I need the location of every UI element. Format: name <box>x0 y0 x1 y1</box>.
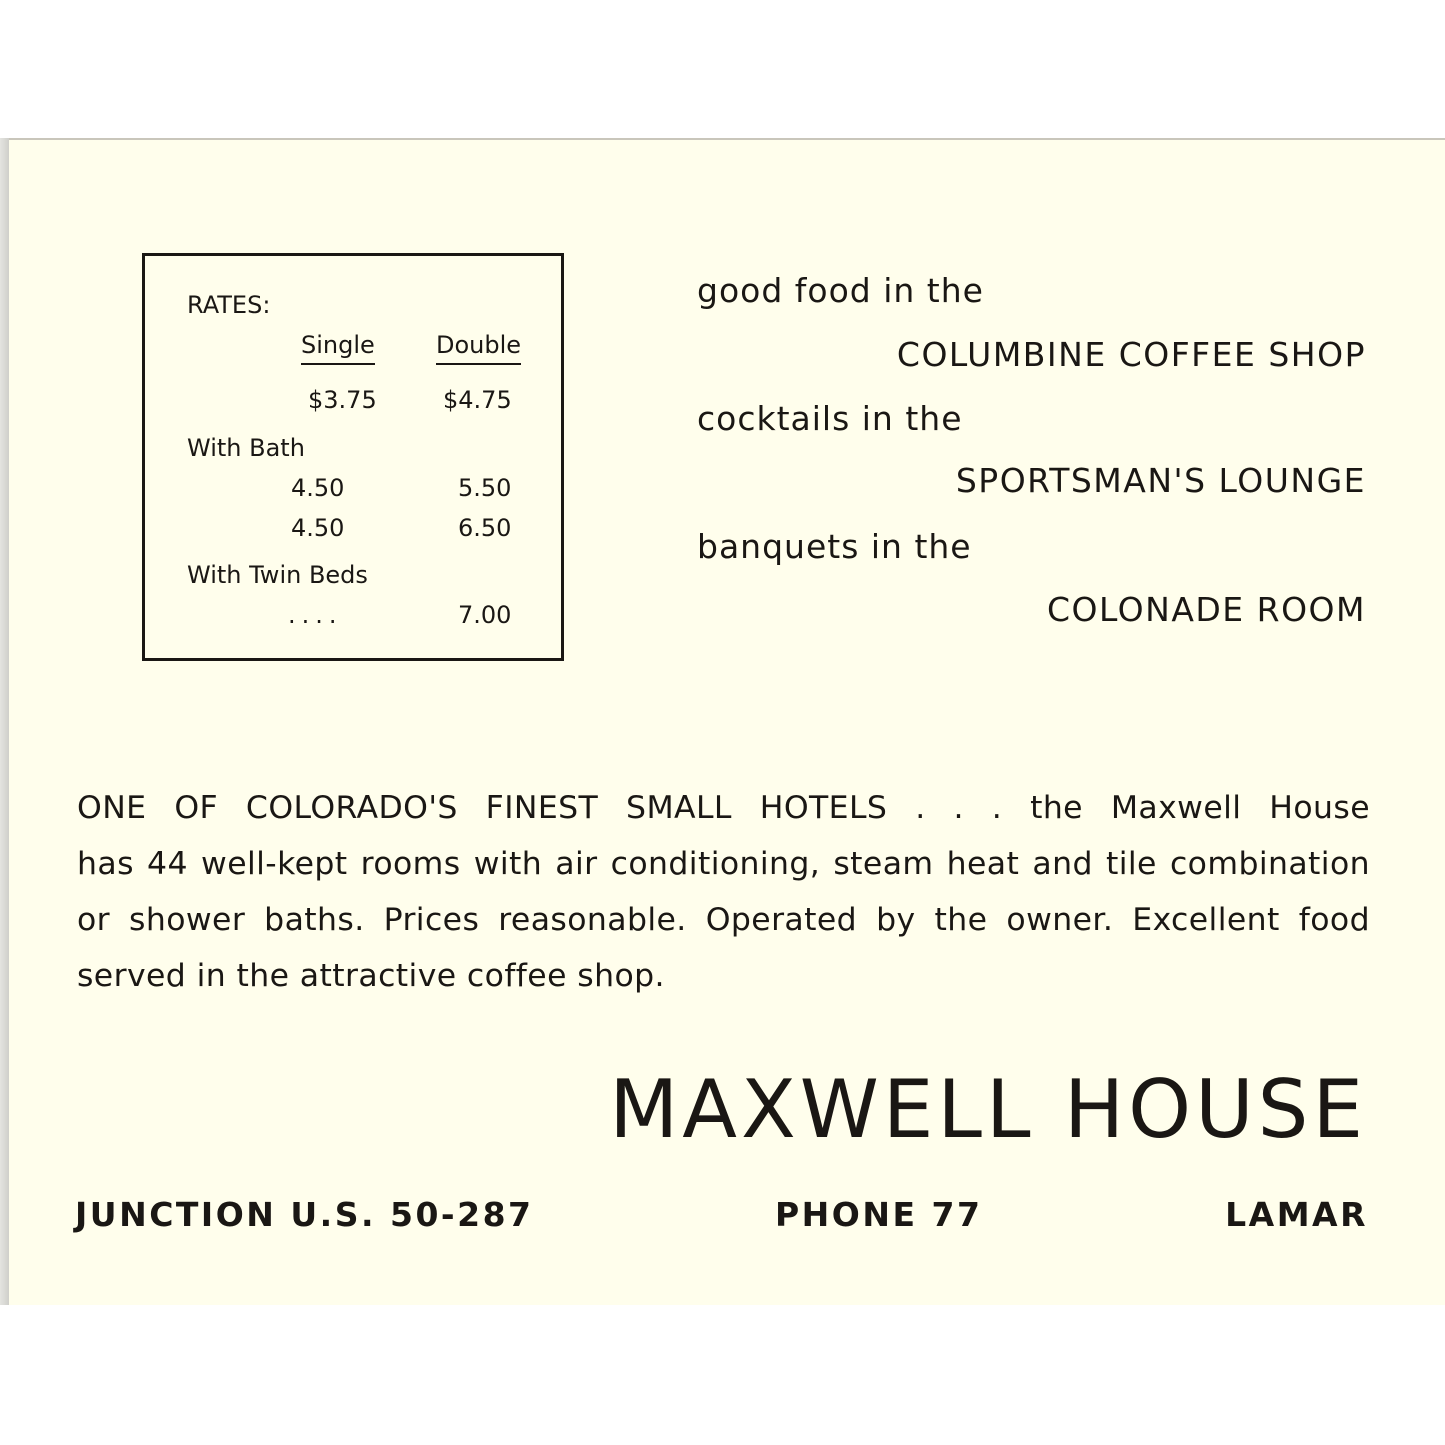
rate-base-double: $4.75 <box>443 386 512 414</box>
rate-twin-double: 7.00 <box>458 601 512 629</box>
junction-info: JUNCTION U.S. 50-287 <box>75 1195 534 1234</box>
venue-coffee-shop: COLUMBINE COFFEE SHOP <box>896 335 1366 374</box>
rate-bath-2-double: 6.50 <box>458 514 512 542</box>
card-left-edge <box>0 138 9 1305</box>
venue-intro-food: good food in the <box>697 271 984 310</box>
twin-beds-label: With Twin Beds <box>187 561 368 589</box>
rate-base-single: $3.75 <box>308 386 377 414</box>
rate-bath-1-single: 4.50 <box>291 474 345 502</box>
description-line: served in the attractive coffee shop. <box>77 958 665 994</box>
rate-bath-2-single: 4.50 <box>291 514 345 542</box>
venue-intro-cocktails: cocktails in the <box>697 399 963 438</box>
column-header-double: Double <box>436 331 521 365</box>
rate-twin-single: .... <box>288 601 343 629</box>
description-line: has 44 well-kept rooms with air conditioning, steam heat and tile combination <box>77 846 1370 882</box>
rates-title: RATES: <box>187 291 271 319</box>
venue-intro-banquets: banquets in the <box>697 527 972 566</box>
with-bath-label: With Bath <box>187 434 305 462</box>
hotel-name: MAXWELL HOUSE <box>609 1063 1367 1156</box>
venue-lounge: SPORTSMAN'S LOUNGE <box>955 461 1366 500</box>
hotel-description <box>77 780 1370 1004</box>
city-info: LAMAR <box>1225 1195 1368 1234</box>
rates-table <box>142 253 564 661</box>
description-line: ONE OF COLORADO'S FINEST SMALL HOTELS . . . the Maxwell House <box>77 790 1370 826</box>
card-top-edge <box>9 138 1445 140</box>
venue-colonade-room: COLONADE ROOM <box>1046 590 1366 629</box>
description-line: or shower baths. Prices reasonable. Operated by the owner. Excellent food <box>77 902 1370 938</box>
column-header-single: Single <box>301 331 375 365</box>
hotel-advertisement-card <box>0 138 1445 1305</box>
phone-info: PHONE 77 <box>775 1195 983 1234</box>
rate-bath-1-double: 5.50 <box>458 474 512 502</box>
